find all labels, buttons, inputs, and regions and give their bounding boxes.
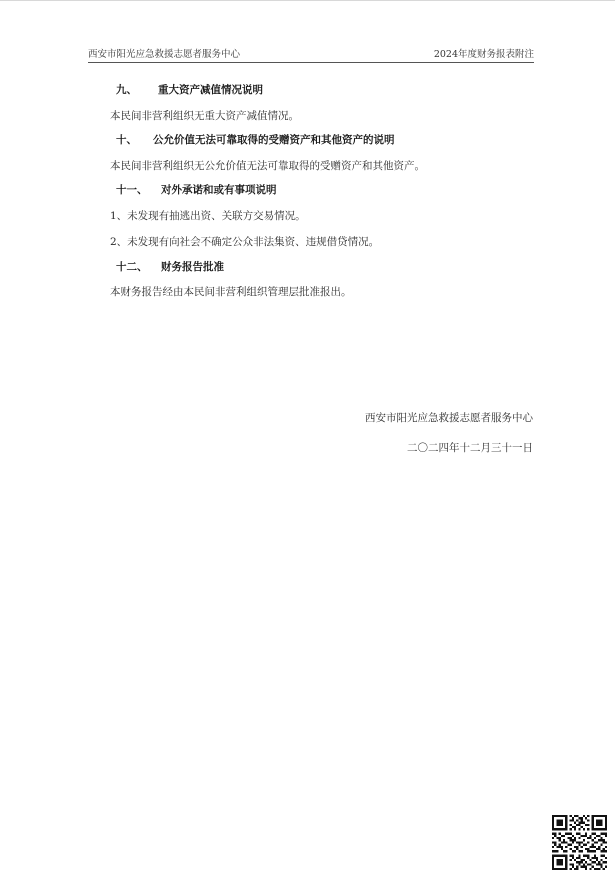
section-number: 十二、 <box>116 261 148 273</box>
running-header <box>88 44 534 63</box>
section-title: 公允价值无法可靠取得的受赠资产和其他资产的说明 <box>153 134 395 146</box>
paragraph: 本民间非营利组织无重大资产减值情况。 <box>110 110 299 122</box>
paragraph: 本民间非营利组织无公允价值无法可靠取得的受赠资产和其他资产。 <box>110 160 425 172</box>
section-title: 对外承诺和或有事项说明 <box>161 184 277 196</box>
section-heading-10 <box>116 132 395 147</box>
section-title: 财务报告批准 <box>161 261 224 273</box>
page-border <box>0 0 615 1</box>
section-number: 十一、 <box>116 184 148 196</box>
signature-date: 二〇二四年十二月三十一日 <box>407 442 533 454</box>
list-item: 1、未发现有抽逃出资、关联方交易情况。 <box>110 210 306 222</box>
section-heading-11 <box>116 182 277 197</box>
header-organization: 西安市阳光应急救援志愿者服务中心 <box>88 49 241 60</box>
paragraph: 本财务报告经由本民间非营利组织管理层批准报出。 <box>110 286 352 298</box>
section-heading-12 <box>116 259 224 274</box>
qr-code-icon <box>552 815 607 870</box>
section-heading-9 <box>116 82 263 97</box>
header-report-title: 2024年度财务报表附注 <box>433 49 534 60</box>
section-number: 九、 <box>116 84 137 96</box>
section-number: 十、 <box>116 134 137 146</box>
signature-organization: 西安市阳光应急救援志愿者服务中心 <box>365 412 533 424</box>
list-item: 2、未发现有向社会不确定公众非法集资、违规借贷情况。 <box>110 236 380 248</box>
section-title: 重大资产减值情况说明 <box>158 84 263 96</box>
